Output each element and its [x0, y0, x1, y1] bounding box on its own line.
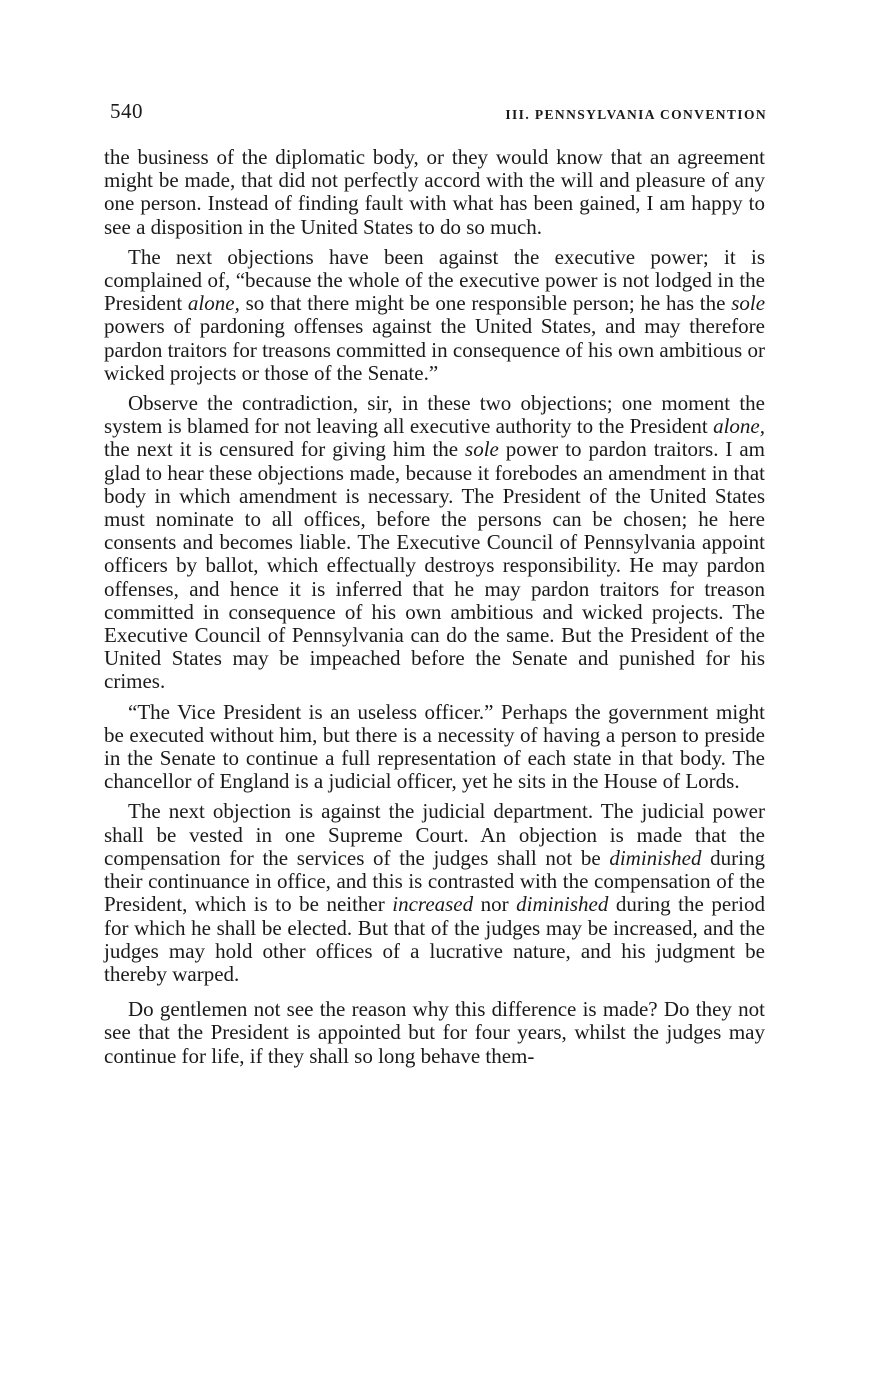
text-segment: The next objection is against the judicial department. The judicial power shall be vested in one Supreme Court. An objection is made that the compensation for the services of the judges shall not be — [104, 799, 765, 870]
text-segment: The next objections have been against the executive power; it is complained of, “because the whole of the executive power is not lodged in the President — [104, 244, 765, 316]
text-segment: the business of the diplomatic body, or they would know that an agreement might be made, that did not perfectly accord with the will and pleasure of any one person. Instead of finding fault with what has been gained, I am happy to see a disposition in the United States to do so much. — [104, 145, 765, 239]
italic-text-segment: diminished — [609, 845, 702, 870]
body-text — [104, 146, 765, 1070]
text-segment: “The Vice President is an useless officer.” Perhaps the government might be executed without him, but there is a necessity of having a person to preside in the Senate to continue a full representation of each state in that body. The chancellor of England is a judicial officer, yet he sits in the House of Lords. — [104, 699, 765, 794]
italic-text-segment: sole — [465, 437, 499, 462]
running-head: III. PENNSYLVANIA CONVENTION — [505, 107, 767, 122]
italic-text-segment: alone, — [187, 291, 240, 316]
text-segment: nor — [473, 892, 517, 917]
paragraph — [104, 392, 765, 694]
text-segment: Observe the contradiction, sir, in these two objections; one moment the system is blamed for not leaving all executive authority to the President — [104, 391, 765, 439]
italic-text-segment: increased — [392, 892, 474, 917]
paragraph — [104, 246, 765, 385]
paragraph — [104, 701, 765, 794]
text-segment: Do gentlemen not see the reason why this difference is made? Do they not see that the President is appointed but for four years, whilst the judges may continue for life, if they shall so long behave them- — [104, 997, 765, 1068]
italic-text-segment: sole — [731, 291, 766, 316]
italic-text-segment: alone, — [713, 414, 765, 439]
paragraph — [104, 146, 765, 239]
paragraph — [104, 998, 765, 1068]
text-segment: during the period for which he shall be elected. But that of the judges may be increased, and the judges may hold other offices of a lucrative nature, and his judgment be thereby warped. — [104, 892, 765, 986]
text-segment: power to pardon traitors. I am glad to hear these objections made, because it forebodes an amendment in that body in which amendment is necessary. The President of the United States must nominate to all offices, before the persons can be chosen; he here consents and becomes liable. The Executive Council of Pennsylvania appoint officers by ballot, which effectually destroys responsibility. He may pardon offenses, and hence it is inferred that he may pardon traitors for treason committed in consequence of his own ambitious and wicked projects. The Executive Council of Pennsylvania can do the same. But the President of the United States may be impeached before the Senate and punished for his crimes. — [104, 437, 765, 694]
italic-text-segment: diminished — [516, 892, 609, 917]
page-number: 540 — [110, 99, 143, 123]
paragraph — [104, 800, 765, 986]
text-segment: so that there might be one responsible person; he has the — [239, 291, 732, 316]
text-segment: powers of pardoning offenses against the United States, and may therefore pardon traitors for treasons committed in consequence of his own ambitious or wicked projects or those of the Senate.” — [104, 314, 765, 385]
text-segment: the next it is censured for giving him the — [104, 437, 466, 462]
text-segment: during their continuance in office, and this is contrasted with the compensation of the President, which is to be neither — [104, 845, 765, 917]
